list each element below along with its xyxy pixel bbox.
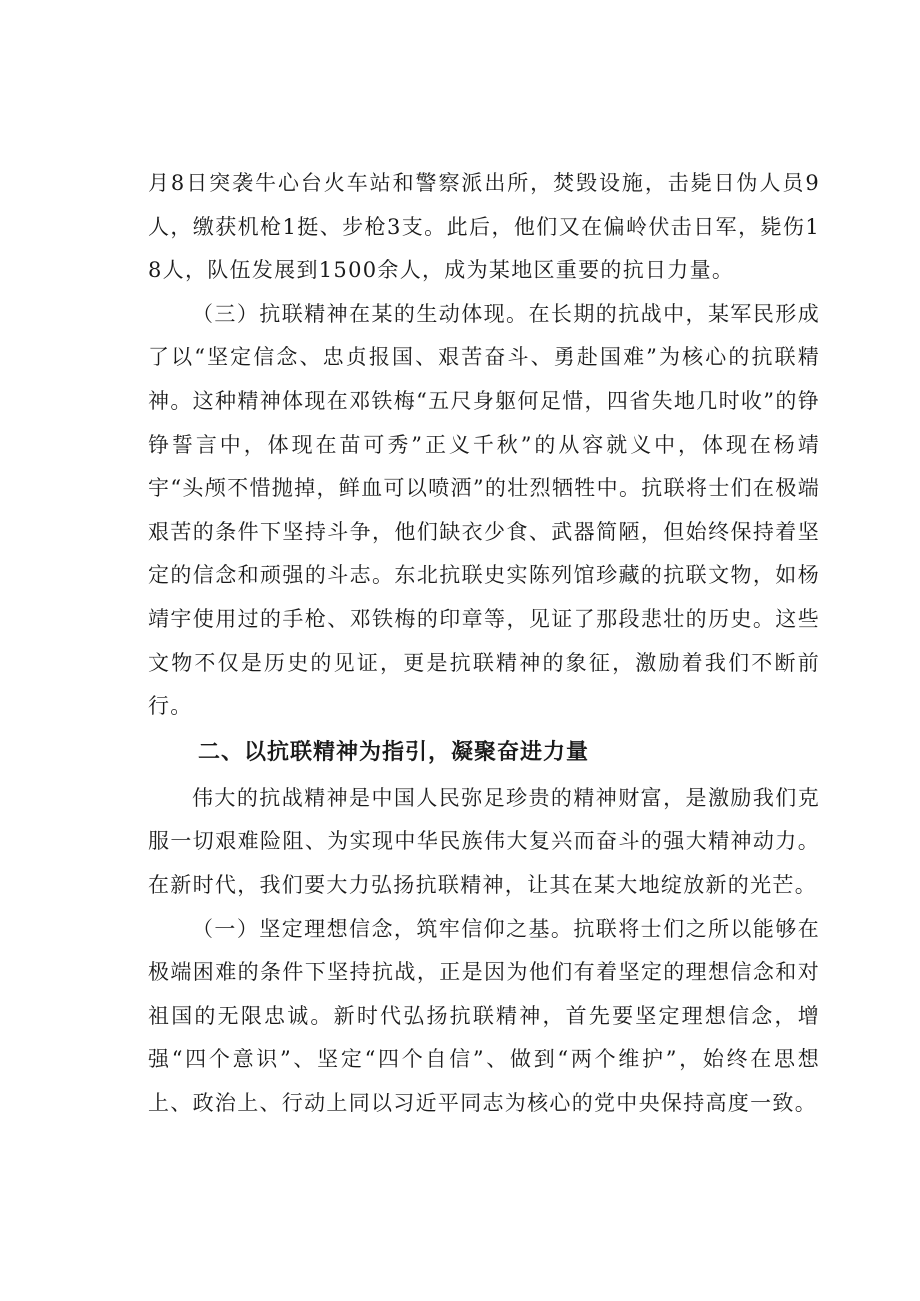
paragraph-section-three: （三）抗联精神在某的生动体现。在长期的抗战中，某军民形成了以“坚定信念、忠贞报国、艰苦奋斗、勇赴国难”为核心的抗联精神。这种精神体现在邓铁梅“五尺身躯何足惜，四省失地几时收”的铮铮誓言中，体现在苗可秀”正义千秋”的从容就义中，体现在杨靖宇“头颅不惜抛掉，鲜血可以喷洒”的壮烈牺牲中。抗联将士们在极端艰苦的条件下坚持斗争，他们缺衣少食、武器简陋，但始终保持着坚定的信念和顽强的斗志。东北抗联史实陈列馆珍藏的抗联文物，如杨靖宇使用过的手枪、邓铁梅的印章等，见证了那段悲壮的历史。这些文物不仅是历史的见证，更是抗联精神的象征，激励着我们不断前行。 — [148, 301, 820, 719]
document-body — [148, 162, 820, 1125]
paragraph-intro: 伟大的抗战精神是中国人民弥足珍贵的精神财富，是激励我们克服一切艰难险阻、为实现中华民族伟大复兴而奋斗的强大精神动力。在新时代，我们要大力弘扬抗联精神，让其在某大地绽放新的光芒。 — [148, 785, 820, 897]
paragraph-continuation: 月8日突袭牛心台火车站和警察派出所，焚毁设施，击毙日伪人员9人，缴获机枪1挺、步枪3支。此后，他们又在偏岭伏击日军，毙伤18人，队伍发展到1500余人，成为某地区重要的抗日力量。 — [148, 171, 820, 283]
section-heading: 二、以抗联精神为指引，凝聚奋进力量 — [198, 739, 590, 765]
paragraph-section-one: （一）坚定理想信念，筑牢信仰之基。抗联将士们之所以能够在极端困难的条件下坚持抗战，正是因为他们有着坚定的理想信念和对祖国的无限忠诚。新时代弘扬抗联精神，首先要坚定理想信念，增强“四个意识”、坚定“四个自信”、做到“两个维护”，始终在思想上、政治上、行动上同以习近平同志为核心的党中央保持高度一致。 — [148, 916, 820, 1115]
